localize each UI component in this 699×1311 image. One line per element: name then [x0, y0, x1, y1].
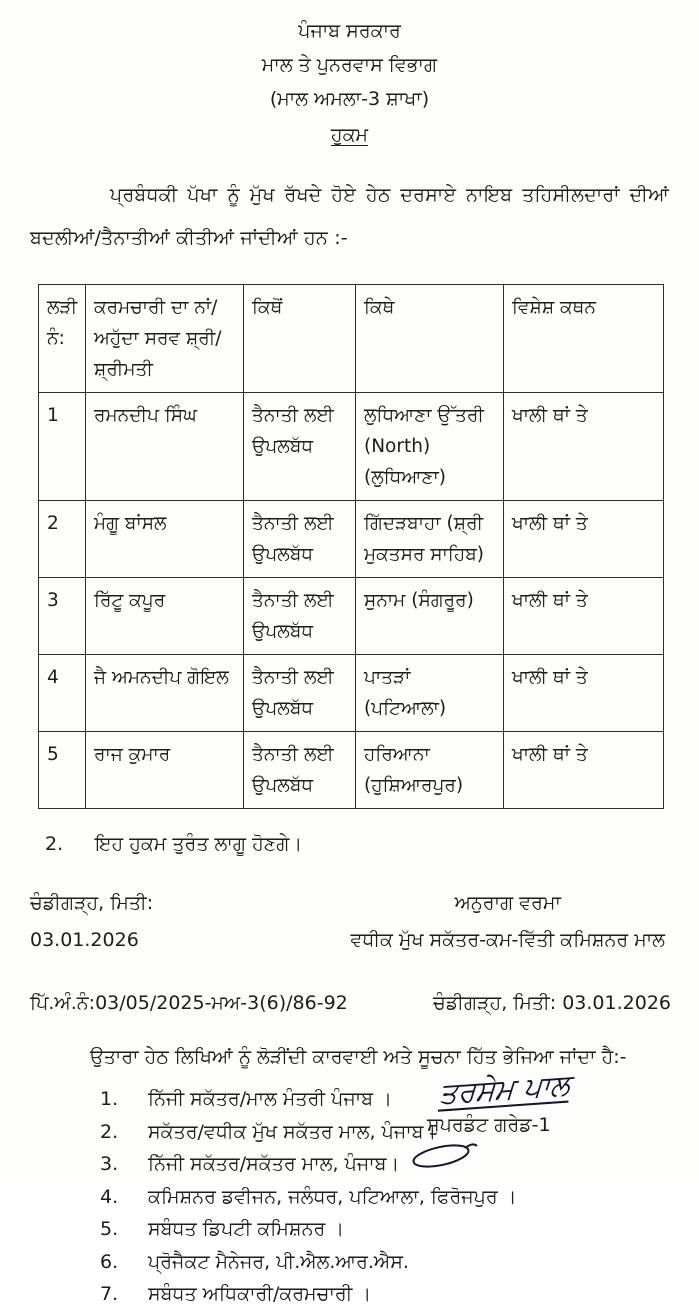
list-item-text: ਸਬੰਧਤ ਡਿਪਟੀ ਕਮਿਸ਼ਨਰ । [148, 1218, 345, 1240]
government-name: ਪੰਜਾਬ ਸਰਕਾਰ [298, 20, 401, 42]
endorsement-row [30, 989, 671, 1017]
cell-serial: 4 [39, 655, 86, 732]
list-item-number: 4. [100, 1185, 119, 1208]
endorsement-ref-no: ਪਿੱ.ਅੰ.ਨੰ:03/05/2025-ਮਅ-3(6)/86-92 [30, 992, 348, 1014]
cell-employee-name: ਮੰਗੂ ਬਾਂਸਲ [86, 501, 244, 578]
list-item-number: 1. [100, 1088, 119, 1110]
cell-to: ਲੁਧਿਆਣਾ ਉੱਤਰੀ (North) (ਲੁਧਿਆਣਾ) [356, 393, 504, 501]
cell-from: ਤੈਨਾਤੀ ਲਈ ਉਪਲਬੱਧ [244, 655, 356, 732]
cell-remarks: ਖਾਲੀ ਥਾਂ ਤੇ [504, 732, 664, 809]
transfer-table [38, 284, 664, 809]
signature-handwriting: ਤਰਸੇਮ ਪਾਲ [437, 1067, 571, 1111]
list-item-number: 5. [100, 1218, 119, 1240]
table-row [39, 732, 664, 809]
header-remarks: ਵਿਸ਼ੇਸ਼ ਕਥਨ [504, 285, 664, 393]
header-serial-no: ਲੜੀ ਨੰ: [39, 285, 86, 393]
forwarding-line: ਉਤਾਰਾ ਹੇਠ ਲਿਖਿਆਂ ਨੂੰ ਲੋੜੀਂਦੀ ਕਾਰਵਾਈ ਅਤੇ ਸੂਚਨਾ ਹਿੱਤ ਭੇਜਿਆ ਜਾਂਦਾ ਹੈ:- [90, 1046, 627, 1068]
table-row [39, 655, 664, 732]
header-employee-name: ਕਰਮਚਾਰੀ ਦਾ ਨਾਂ/ਅਹੁੱਦਾ ਸਰਵ ਸ਼੍ਰੀ/ਸ਼੍ਰੀਮਤੀ [86, 285, 244, 393]
list-item-number: 2. [100, 1120, 119, 1143]
cell-to: ਹਰਿਆਨਾ (ਹੁਸ਼ਿਆਰਪੁਰ) [356, 732, 504, 809]
issue-place-date [30, 885, 153, 959]
list-item [100, 1181, 669, 1214]
cell-remarks: ਖਾਲੀ ਥਾਂ ਤੇ [504, 501, 664, 578]
cell-remarks: ਖਾਲੀ ਥਾਂ ਤੇ [504, 655, 664, 732]
cell-employee-name: ਰਿੱਟੂ ਕਪੂਰ [86, 578, 244, 655]
cell-serial: 1 [39, 393, 86, 501]
list-item-text: ਨਿੱਜੀ ਸਕੱਤਰ/ਸਕੱਤਰ ਮਾਲ, ਪੰਜਾਬ। [148, 1153, 400, 1175]
issue-date: 03.01.2026 [30, 929, 139, 951]
cell-from: ਤੈਨਾਤੀ ਲਈ ਉਪਲਬੱਧ [244, 732, 356, 809]
table-header-row [39, 285, 664, 393]
endorsement-place-date: ਚੰਡੀਗੜ੍ਹ, ਮਿਤੀ: 03.01.2026 [433, 992, 671, 1014]
list-item [100, 1213, 669, 1246]
header-to: ਕਿਥੇ [356, 285, 504, 393]
officer-name: ਅਨੁਰਾਗ ਵਰਮਾ [454, 892, 561, 914]
cell-remarks: ਖਾਲੀ ਥਾਂ ਤੇ [504, 578, 664, 655]
cell-to: ਸੁਨਾਮ (ਸੰਗਰੂਰ) [356, 578, 504, 655]
branch-name: (ਮਾਲ ਅਮਲਾ-3 ਸ਼ਾਖਾ) [269, 88, 430, 110]
cell-employee-name: ਰਮਨਦੀਪ ਸਿੰਘ [86, 393, 244, 501]
list-item [100, 1148, 669, 1181]
issue-block [30, 885, 669, 959]
paragraph-2-number: 2. [45, 833, 64, 855]
cell-remarks: ਖਾਲੀ ਥਾਂ ਤੇ [504, 393, 664, 501]
intro-paragraph: ਪ੍ਰਬੰਧਕੀ ਪੱਖਾ ਨੂੰ ਮੁੱਖ ਰੱਖਦੇ ਹੋਏ ਹੇਠ ਦਰਸਾਏ ਨਾਇਬ ਤਹਿਸੀਲਦਾਰਾਂ ਦੀਆਂ ਬਦਲੀਆਂ/ਤੈਨਾਤੀਆਂ ਕੀਤੀਆਂ ਜਾਂਦੀਆਂ ਹਨ :- [30, 184, 669, 249]
cell-employee-name: ਜੈ ਅਮਨਦੀਪ ਗੋਇਲ [86, 655, 244, 732]
cell-employee-name: ਰਾਜ ਕੁਮਾਰ [86, 732, 244, 809]
table-row [39, 578, 664, 655]
cell-to: ਗਿੱਦੜਬਾਹਾ (ਸ਼੍ਰੀ ਮੁਕਤਸਰ ਸਾਹਿਬ) [356, 501, 504, 578]
signature-block [421, 1067, 661, 1137]
list-item-text: ਨਿੱਜੀ ਸਕੱਤਰ/ਮਾਲ ਮੰਤਰੀ ਪੰਜਾਬ । [148, 1088, 392, 1110]
list-item [100, 1246, 669, 1279]
cell-serial: 5 [39, 732, 86, 809]
table-row [39, 501, 664, 578]
cell-from: ਤੈਨਾਤੀ ਲਈ ਉਪਲਬੱਧ [244, 393, 356, 501]
issue-place-label: ਚੰਡੀਗੜ੍ਹ, ਮਿਤੀ: [30, 892, 154, 914]
cell-from: ਤੈਨਾਤੀ ਲਈ ਉਪਲਬੱਧ [244, 578, 356, 655]
table-row [39, 393, 664, 501]
signature-scribble-icon [407, 1138, 479, 1172]
signature-designation: ਸੁਪਰਡੰਟ ਗਰੇਡ-1 [427, 1114, 551, 1136]
officer-designation: ਵਧੀਕ ਮੁੱਖ ਸਕੱਤਰ-ਕਮ-ਵਿੱਤੀ ਕਮਿਸ਼ਨਰ ਮਾਲ [350, 929, 665, 951]
list-item-text: ਸਕੱਤਰ/ਵਧੀਕ ਮੁੱਖ ਸਕੱਤਰ ਮਾਲ, ਪੰਜਾਬ। [148, 1120, 437, 1143]
list-item-number: 3. [100, 1153, 119, 1175]
cell-serial: 2 [39, 501, 86, 578]
cell-from: ਤੈਨਾਤੀ ਲਈ ਉਪਲਬੱਧ [244, 501, 356, 578]
list-item-text: ਪ੍ਰੋਜੈਕਟ ਮੈਨੇਜਰ, ਪੀ.ਐਲ.ਆਰ.ਐਸ. [148, 1250, 409, 1273]
list-item [100, 1278, 669, 1311]
document-title: ਹੁਕਮ [330, 124, 369, 146]
letterhead [0, 0, 699, 152]
list-item-text: ਕਮਿਸ਼ਨਰ ਡਵੀਜਨ, ਜਲੰਧਰ, ਪਟਿਆਲਾ, ਫਿਰੋਜਪੁਰ । [148, 1185, 517, 1208]
list-item-text: ਸਬੰਧਤ ਅਧਿਕਾਰੀ/ਕਰਮਚਾਰੀ । [148, 1283, 372, 1305]
cell-serial: 3 [39, 578, 86, 655]
paragraph-2 [45, 829, 669, 859]
cell-to: ਪਾਤੜਾਂ (ਪਟਿਆਲਾ) [356, 655, 504, 732]
signing-officer [350, 885, 665, 959]
paragraph-2-text: ਇਹ ਹੁਕਮ ਤੁਰੰਤ ਲਾਗੂ ਹੋਣਗੇ। [95, 833, 303, 855]
list-item-number: 6. [100, 1250, 119, 1273]
department-name: ਮਾਲ ਤੇ ਪੁਨਰਵਾਸ ਵਿਭਾਗ [261, 54, 438, 76]
header-from: ਕਿਥੋਂ [244, 285, 356, 393]
list-item-number: 7. [100, 1283, 119, 1305]
